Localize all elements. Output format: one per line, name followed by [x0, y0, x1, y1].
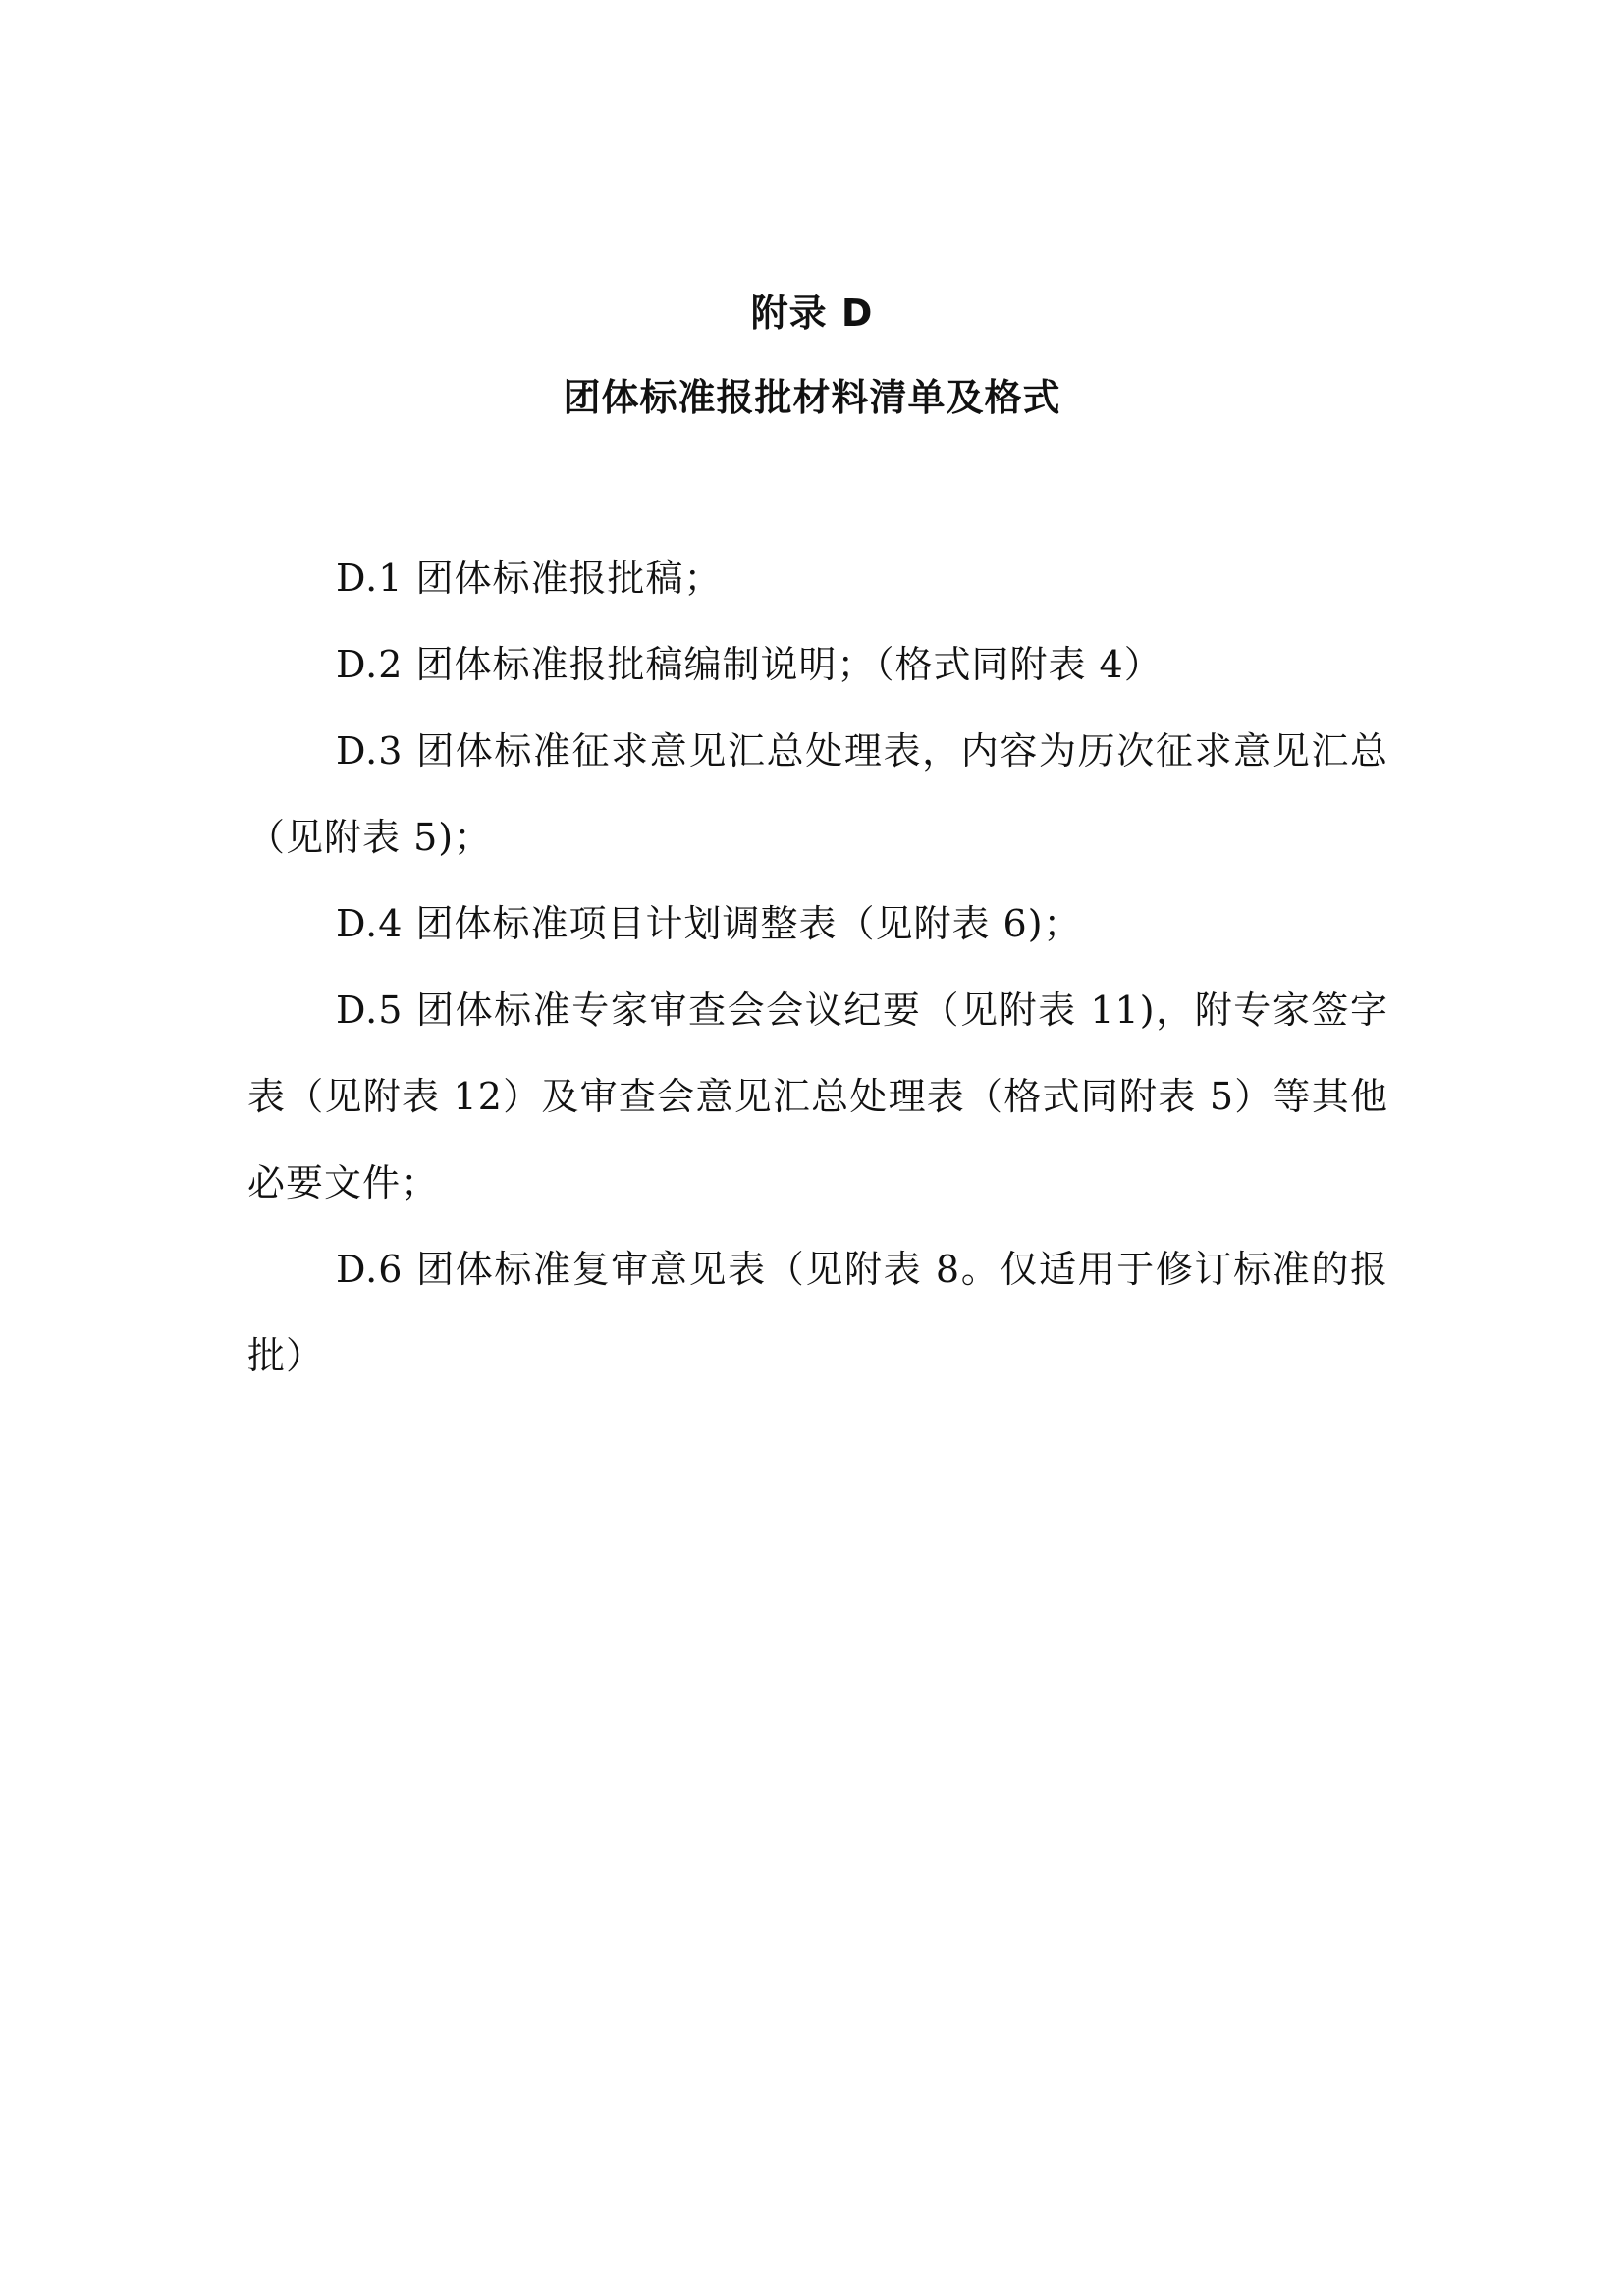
list-item-d6: D.6 团体标准复审意见表（见附表 8。仅适用于修订标准的报批）	[247, 1248, 1388, 1377]
list-item-d1: D.1 团体标准报批稿；	[336, 557, 723, 600]
list-item-d2: D.2 团体标准报批稿编制说明；（格式同附表 4）	[336, 643, 1163, 686]
list-item-d3: D.3 团体标准征求意见汇总处理表，内容为历次征求意见汇总（见附表 5)；	[247, 729, 1388, 859]
materials-list	[247, 535, 1388, 1399]
list-title: 团体标准报批材料清单及格式	[563, 376, 1061, 419]
list-item-d5: D.5 团体标准专家审查会会议纪要（见附表 11)，附专家签字表（见附表 12）及审查会意见汇总处理表（格式同附表 5）等其他必要文件；	[247, 988, 1388, 1204]
appendix-title: 附录 D	[750, 292, 874, 335]
list-item-d4: D.4 团体标准项目计划调整表（见附表 6)；	[336, 902, 1082, 945]
